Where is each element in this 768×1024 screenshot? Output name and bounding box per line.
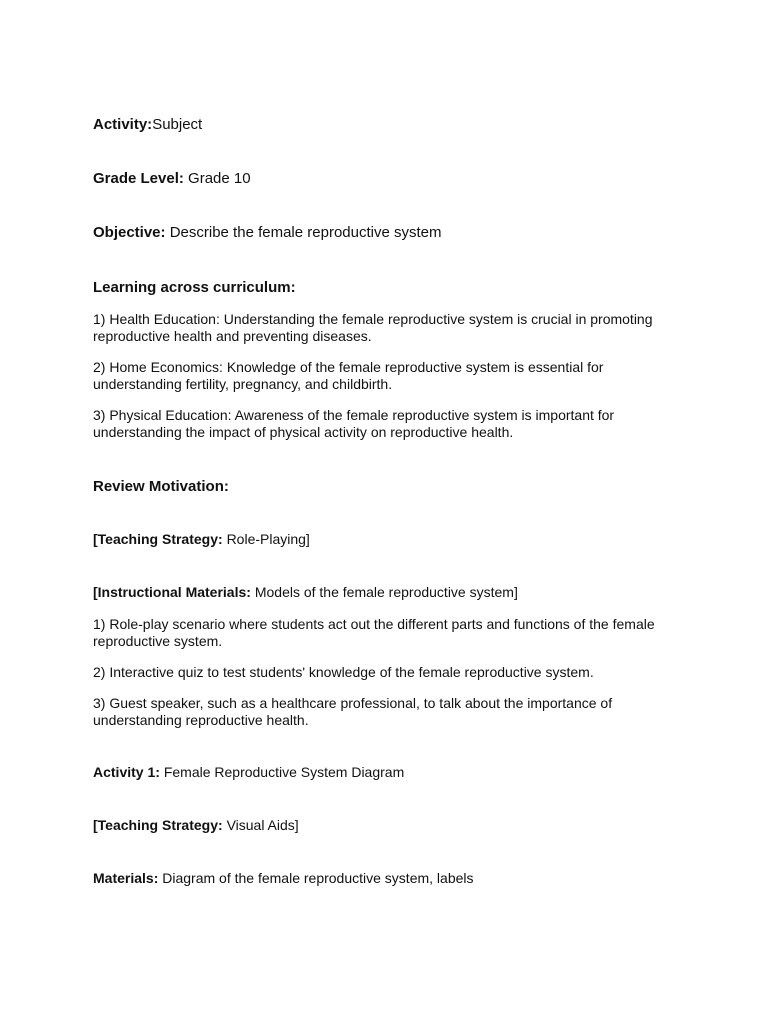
activity1-materials-line	[93, 870, 474, 887]
review-strategy-label: Teaching Strategy:	[97, 531, 223, 547]
review-strategy-value: Role-Playing]	[226, 531, 310, 547]
learning-heading: Learning across curriculum:	[93, 279, 296, 296]
review-heading: Review Motivation:	[93, 478, 229, 495]
review-item: 1) Role-play scenario where students act out the different parts and functions of the female reproductive system.	[93, 616, 655, 649]
activity1-materials-label: Materials:	[93, 870, 159, 886]
review-materials-line: [Instructional Materials: Models of the female reproductive system]	[93, 584, 518, 600]
activity1-strategy-value: Visual Aids]	[226, 817, 299, 833]
review-materials-label: Instructional Materials:	[97, 584, 251, 600]
learning-item: 1) Health Education: Understanding the female reproductive system is crucial in promoting reproductive health and preventing diseases.	[93, 311, 653, 344]
review-item: 2) Interactive quiz to test students' knowledge of the female reproductive system.	[93, 664, 594, 680]
activity-value: Subject	[152, 116, 203, 133]
learning-item: 2) Home Economics: Knowledge of the female reproductive system is essential for understanding fertility, pregnancy, and childbirth.	[93, 359, 604, 392]
learning-item: 3) Physical Education: Awareness of the female reproductive system is important for understanding the impact of physical activity on reproductive health.	[93, 407, 615, 440]
activity-line	[93, 116, 202, 133]
objective-value: Describe the female reproductive system	[169, 224, 442, 241]
grade-level-line	[93, 170, 251, 187]
activity1-title-line	[93, 764, 404, 781]
activity1-label: Activity 1:	[93, 764, 160, 780]
activity1-value: Female Reproductive System Diagram	[163, 764, 405, 780]
review-materials-value: Models of the female reproductive system]	[254, 584, 518, 600]
review-strategy-line: [Teaching Strategy: Role-Playing]	[93, 531, 310, 547]
grade-level-label: Grade Level:	[93, 170, 184, 187]
activity1-strategy-label: Teaching Strategy:	[97, 817, 223, 833]
activity-label: Activity:	[93, 116, 153, 133]
grade-level-value: Grade 10	[188, 170, 251, 187]
activity1-materials-value: Diagram of the female reproductive system, labels	[162, 870, 474, 886]
objective-line	[93, 224, 441, 241]
objective-label: Objective:	[93, 224, 166, 241]
activity1-strategy-line: [Teaching Strategy: Visual Aids]	[93, 817, 299, 833]
review-item: 3) Guest speaker, such as a healthcare professional, to talk about the importance of understanding reproductive health.	[93, 695, 613, 728]
